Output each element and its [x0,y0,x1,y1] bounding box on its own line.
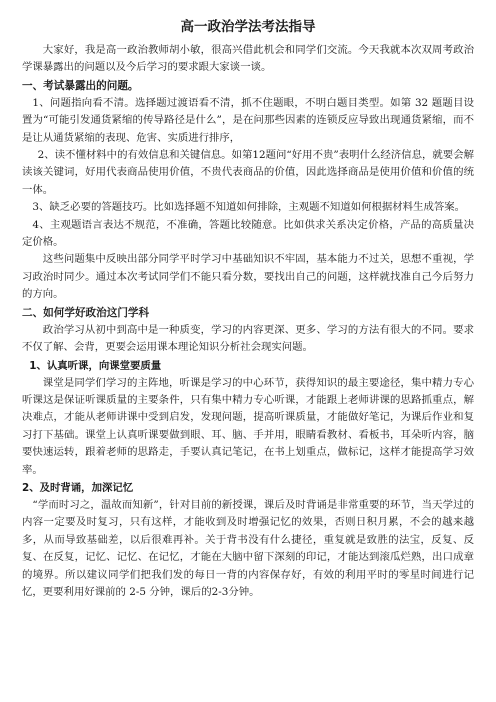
page-title: 高一政治学法考法指导 [180,19,316,35]
section1-summary: 这些问题集中反映出部分同学平时学习中基础知识不牢固，基本能力不过关，思想不重视，学习政治时同少。通过本次考试同学们不能只看分数，要找出自己的问题，这样就找准自己今后努力的方向。 [22,253,474,301]
section1-heading: 一、考试暴露出的问题。 [22,79,139,92]
section2-sub2-text: “学而时习之，温故而知新”，针对目前的新授课，课后及时背诵是非常重要的环节，当天学过的内容一定要及时复习，只有这样，才能收到及时增强记忆的效果，否则日积月累，不会的越来越多，从而导致基础差，以后很难再补。关于背书没有什么捷径，重复就是致胜的法宝，反复、反复、在反复，记忆、记忆、在记忆，才能在大脑中留下深刻的印记，才能达到滚瓜烂熟，出口成章的境界。所以建议同学们把我们发的每日一背的内容保存好，有效的利用平时的零星时间进行记忆，更要利用好课前的 2-5 分钟，课后的2-3分钟。 [22,498,474,598]
section2-heading: 二、如何学好政治这门学科 [22,306,150,319]
section2-intro: 政治学习从初中到高中是一种质变，学习的内容更深、更多、学习的方法有很大的不同。要求不仅了解、会背，更要会运用课本理论知识分析社会现实问题。 [22,323,474,354]
intro-paragraph: 大家好，我是高一政治教师胡小敏，很高兴借此机会和同学们交流。今天我就本次双周考政治学课暴露出的问题以及今后学习的要求跟大家谈一谈。 [22,44,474,74]
section1-item-2: 2、读不懂材料中的有效信息和关键信息。如第12题问“好用不贵”表明什么经济信息，就要会解读该关键词，好用代表商品使用价值，不贵代表商品的价值，因此选择商品是使用价值和价值的统一体。 [22,149,474,196]
section1-item-1: 1、问题指向看不清。选择题过渡语看不清，抓不住题眼，不明白题目类型。如第 32 题题目设置为“可能引发通货紧缩的传导路径是什么”，是在问那些因素的连锁反应导致出现通货紧缩，而不是让从通货紧缩的表现、危害、实质进行排序， [22,96,474,144]
section2-sub2-heading: 2、及时背诵，加深记忆 [22,481,134,494]
section1-item-4: 4、主观题语言表达不规范，不准确，答题比较随意。比如供求关系决定价格，产品的高质量决定价格。 [22,218,474,249]
section1-item-3: 3、缺乏必要的答题技巧。比如选择题不知道如何排除，主观题不知道如何根据材料生成答案。 [32,201,466,214]
section2-sub1-text: 课堂是同学们学习的主阵地，听课是学习的中心环节，获得知识的最主要途径，集中精力专心听课这是保证听课质量的主要条件，只有集中精力专心听课，才能跟上老师讲课的思路抓重点，解决难点，才能从老师讲课中受到启发，发现问题，提高听课质量，才能做好笔记，为课后作业和复习打下基础。课堂上认真听课要做到眼、耳、脑、手并用，眼睛看教材、看板书，耳朵听内容，脑要快速运转，跟着老师的思路走，手要认真记笔记，在书上划重点，做标记，这样才能提高学习效率。 [22,376,474,476]
section2-sub1-heading: 1、认真听课，向课堂要质量 [29,359,162,372]
